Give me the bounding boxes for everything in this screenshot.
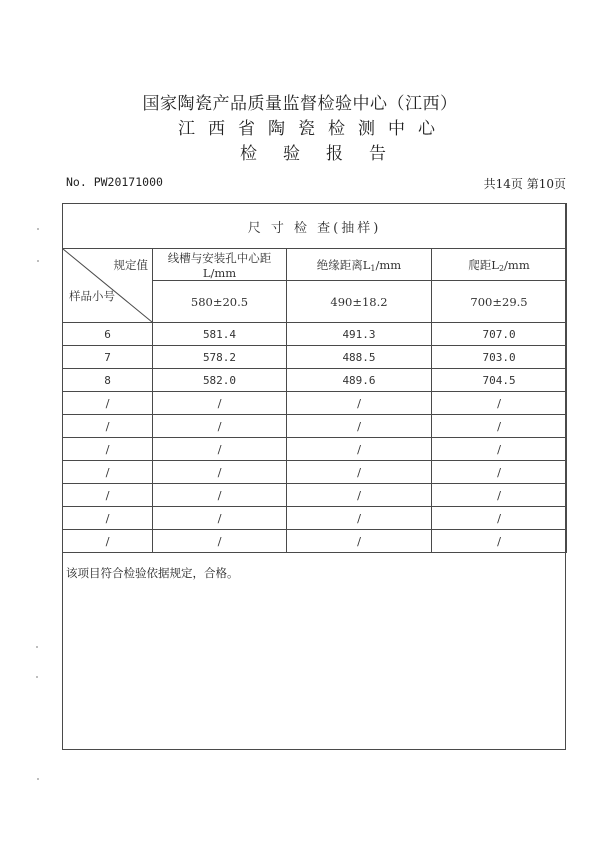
value-slot-distance: /	[153, 438, 287, 461]
scan-speck	[36, 646, 38, 648]
sample-number-label: 样品小号	[69, 289, 115, 303]
value-slot-distance: /	[153, 507, 287, 530]
value-insulation-distance: /	[287, 392, 432, 415]
value-creepage-distance: /	[432, 438, 567, 461]
value-slot-distance: /	[153, 461, 287, 484]
value-insulation-distance: 489.6	[287, 369, 432, 392]
value-creepage-distance: /	[432, 507, 567, 530]
column-header-slot-distance	[153, 249, 287, 281]
value-creepage-distance: 707.0	[432, 323, 567, 346]
scan-speck	[37, 228, 39, 230]
scan-speck	[37, 778, 39, 780]
spec-slot-distance: 580±20.5	[153, 281, 287, 323]
value-creepage-distance: /	[432, 415, 567, 438]
table-caption: 尺 寸 检 查(抽样)	[63, 204, 567, 249]
value-creepage-distance: /	[432, 484, 567, 507]
column-header-creepage-unit: /mm	[504, 257, 530, 272]
column-header-creepage-sub: 2	[498, 263, 505, 273]
sample-number: /	[63, 507, 153, 530]
value-insulation-distance: /	[287, 438, 432, 461]
sample-number: /	[63, 415, 153, 438]
value-creepage-distance: 704.5	[432, 369, 567, 392]
value-insulation-distance: /	[287, 530, 432, 553]
column-header-insulation-unit: /mm	[375, 257, 402, 272]
report-title-type: 检验报告	[240, 144, 412, 164]
column-header-slot-distance-text: 线槽与安装孔中心距L/mm	[167, 250, 272, 280]
sample-number: /	[63, 438, 153, 461]
value-slot-distance: /	[153, 530, 287, 553]
header-row	[63, 249, 567, 281]
sample-number: /	[63, 530, 153, 553]
table-row	[63, 530, 567, 553]
column-header-insulation-distance	[287, 249, 432, 281]
value-slot-distance: 578.2	[153, 346, 287, 369]
table-row	[63, 346, 567, 369]
conclusion-text: 该项目符合检验依据规定，合格。	[66, 566, 239, 580]
value-creepage-distance: /	[432, 392, 567, 415]
value-slot-distance: 582.0	[153, 369, 287, 392]
table-row	[63, 369, 567, 392]
sample-number: /	[63, 392, 153, 415]
value-insulation-distance: /	[287, 484, 432, 507]
table-caption-row	[63, 204, 567, 249]
spec-insulation-distance: 490±18.2	[287, 281, 432, 323]
table-row	[63, 392, 567, 415]
column-header-insulation-main: 绝缘距离L	[316, 257, 371, 272]
page-counter: 共14页 第10页	[483, 177, 566, 191]
sample-number: 6	[63, 323, 153, 346]
table-row	[63, 461, 567, 484]
column-header-creepage-distance	[432, 249, 567, 281]
dimension-table	[62, 203, 567, 553]
report-title-center: 国家陶瓷产品质量监督检验中心（江西）	[142, 94, 458, 114]
diagonal-header-cell	[63, 249, 153, 323]
sample-number: 7	[63, 346, 153, 369]
scan-speck	[37, 260, 39, 262]
value-creepage-distance: 703.0	[432, 346, 567, 369]
sample-number: /	[63, 461, 153, 484]
value-slot-distance: /	[153, 415, 287, 438]
value-insulation-distance: /	[287, 415, 432, 438]
table-row	[63, 507, 567, 530]
table-row	[63, 484, 567, 507]
column-header-creepage-main: 爬距L	[468, 257, 499, 272]
value-creepage-distance: /	[432, 530, 567, 553]
sample-number: 8	[63, 369, 153, 392]
report-title-provincial: 江西省陶瓷检测中心	[178, 119, 448, 139]
value-creepage-distance: /	[432, 461, 567, 484]
spec-value-label: 规定值	[113, 258, 148, 272]
value-slot-distance: /	[153, 392, 287, 415]
table-row	[63, 323, 567, 346]
table-row	[63, 415, 567, 438]
value-insulation-distance: /	[287, 507, 432, 530]
value-insulation-distance: 491.3	[287, 323, 432, 346]
table-row	[63, 438, 567, 461]
spec-creepage-distance: 700±29.5	[432, 281, 567, 323]
value-slot-distance: 581.4	[153, 323, 287, 346]
value-insulation-distance: 488.5	[287, 346, 432, 369]
value-insulation-distance: /	[287, 461, 432, 484]
report-number: No. PW20171000	[66, 175, 163, 189]
column-header-insulation-sub: 1	[370, 263, 376, 273]
sample-number: /	[63, 484, 153, 507]
scan-speck	[36, 676, 38, 678]
value-slot-distance: /	[153, 484, 287, 507]
